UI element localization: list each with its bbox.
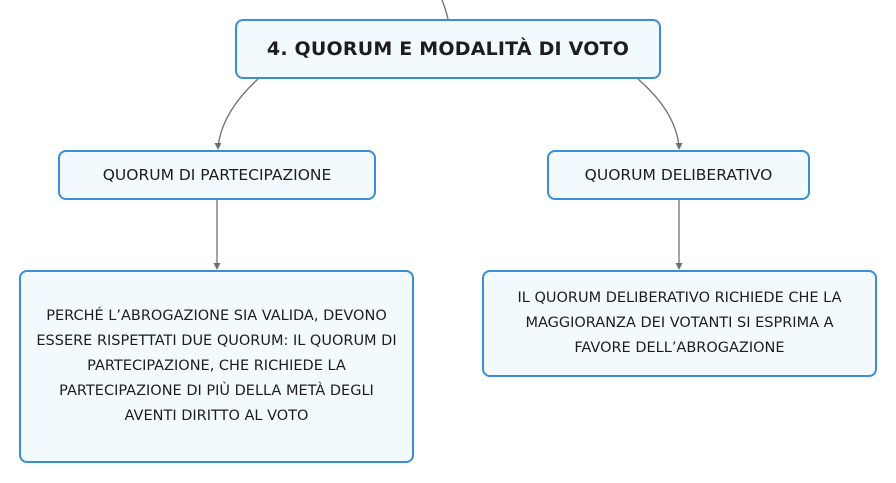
root-topic-title: 4. QUORUM E MODALITÀ DI VOTO	[266, 38, 630, 60]
participation-quorum-label: QUORUM DI PARTECIPAZIONE	[102, 166, 332, 184]
connector-parent-to-root	[442, 0, 448, 19]
deliberative-quorum-detail-text: IL QUORUM DELIBERATIVO RICHIEDE CHE LA MAGGIORANZA DEI VOTANTI SI ESPRIMA A FAVORE DELL’ABROGAZIONE	[517, 290, 842, 356]
deliberative-quorum-detail-node[interactable]	[482, 270, 877, 377]
arrowhead-participation-detail	[214, 263, 221, 270]
connector-root-to-deliberative	[638, 79, 679, 147]
participation-quorum-node[interactable]	[58, 150, 376, 200]
arrowhead-participation	[215, 143, 222, 150]
arrowhead-deliberative-detail	[676, 263, 683, 270]
deliberative-quorum-node[interactable]	[547, 150, 810, 200]
arrowhead-deliberative	[676, 143, 683, 150]
deliberative-quorum-label: QUORUM DELIBERATIVO	[584, 166, 773, 184]
participation-quorum-detail-text: PERCHÉ L’ABROGAZIONE SIA VALIDA, DEVONO ESSERE RISPETTATI DUE QUORUM: IL QUORUM DI PARTECIPAZIONE, CHE RICHIEDE LA PARTECIPAZIONE DI PIÙ DELLA METÀ DEGLI AVENTI DIRITTO AL VOTO	[36, 308, 397, 424]
connector-root-to-participation	[218, 79, 258, 147]
participation-quorum-detail-node[interactable]	[19, 270, 414, 463]
root-topic-node[interactable]	[235, 19, 661, 79]
